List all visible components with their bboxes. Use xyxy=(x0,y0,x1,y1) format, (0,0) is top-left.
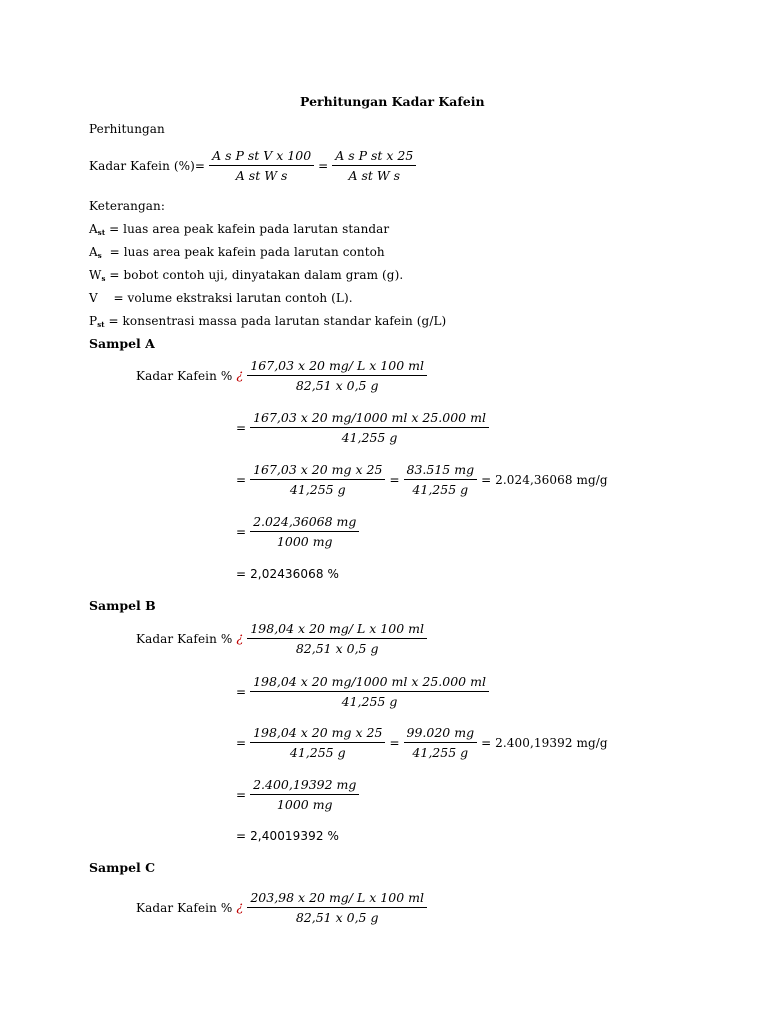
sample-b-step-1 xyxy=(136,621,427,656)
sample-b-heading: Sampel B xyxy=(89,598,156,613)
keterangan-subscript: s xyxy=(97,251,102,260)
equals: = xyxy=(236,524,247,539)
denominator: 41,255 g xyxy=(412,482,469,497)
sample-a-label: Kadar Kafein % xyxy=(136,368,233,383)
sample-b-step-3 xyxy=(236,725,608,760)
keterangan-item xyxy=(89,222,389,237)
page-title: Perhitungan Kadar Kafein xyxy=(300,94,485,109)
sample-a-step-1 xyxy=(136,358,427,393)
numerator: 198,04 x 20 mg/1000 ml x 25.000 ml xyxy=(250,674,489,692)
sample-b-fraction xyxy=(247,621,427,656)
sample-c-label: Kadar Kafein % xyxy=(136,900,233,915)
denominator: 41,255 g xyxy=(412,745,469,760)
numerator: 167,03 x 20 mg/ L x 100 ml xyxy=(247,358,427,376)
intro-text: Perhitungan xyxy=(89,122,165,136)
denominator: 1000 mg xyxy=(276,797,333,812)
sample-a-step-2 xyxy=(236,410,489,445)
sample-a-step-3 xyxy=(236,462,608,497)
sample-a-fraction xyxy=(404,462,478,497)
keterangan-text: = luas area peak kafein pada larutan contoh xyxy=(101,245,385,259)
keterangan-symbol: A xyxy=(89,222,98,236)
denominator: 41,255 g xyxy=(341,694,398,709)
keterangan-subscript: s xyxy=(101,274,106,283)
keterangan-text: = konsentrasi massa pada larutan standar kafein (g/L) xyxy=(104,314,447,328)
keterangan-text: = luas area peak kafein pada larutan standar xyxy=(105,222,390,236)
main-formula xyxy=(89,148,416,183)
keterangan-item xyxy=(89,314,446,329)
formula-fraction-1 xyxy=(209,148,314,183)
sample-c-render-error-glyph: ¿ xyxy=(236,900,244,915)
sample-a-heading: Sampel A xyxy=(89,336,155,351)
sample-a-step-4 xyxy=(236,514,359,549)
sample-c-heading: Sampel C xyxy=(89,860,156,875)
denominator: 41,255 g xyxy=(341,430,398,445)
sample-b-fraction xyxy=(250,725,385,760)
numerator: 99.020 mg xyxy=(404,725,478,743)
keterangan-subscript: st xyxy=(97,228,106,237)
equals: = xyxy=(236,420,247,435)
formula-fraction-2 xyxy=(332,148,416,183)
equals: = xyxy=(389,472,400,487)
denominator: 41,255 g xyxy=(289,745,346,760)
equals: = xyxy=(236,472,247,487)
numerator: 167,03 x 20 mg x 25 xyxy=(250,462,385,480)
keterangan-text: = volume ekstraksi larutan contoh (L). xyxy=(97,291,353,305)
keterangan-item xyxy=(89,291,353,305)
numerator: 2.024,36068 mg xyxy=(250,514,359,532)
sample-a-fraction xyxy=(250,462,385,497)
sample-b-result-mg-g: = 2.400,19392 mg/g xyxy=(481,735,608,750)
sample-b-fraction xyxy=(250,777,359,812)
sample-a-fraction xyxy=(250,514,359,549)
equals: = xyxy=(389,735,400,750)
keterangan-symbol: A xyxy=(89,245,98,259)
keterangan-symbol: W xyxy=(89,268,102,282)
sample-a-final-result: = 2,02436068 % xyxy=(236,567,340,581)
numerator: 198,04 x 20 mg/ L x 100 ml xyxy=(247,621,427,639)
denominator: 1000 mg xyxy=(276,534,333,549)
sample-c-fraction xyxy=(247,890,427,925)
formula-label: Kadar Kafein (%)= xyxy=(89,158,206,173)
sample-b-final-result: = 2,40019392 % xyxy=(236,829,340,843)
sample-a-result-mg-g: = 2.024,36068 mg/g xyxy=(481,472,608,487)
sample-a-render-error-glyph: ¿ xyxy=(236,368,244,383)
numerator: 2.400,19392 mg xyxy=(250,777,359,795)
sample-b-fraction xyxy=(250,674,489,709)
sample-a-fraction xyxy=(247,358,427,393)
sample-a-fraction xyxy=(250,410,489,445)
sample-b-label: Kadar Kafein % xyxy=(136,631,233,646)
keterangan-symbol: V xyxy=(89,291,98,305)
equals: = xyxy=(236,787,247,802)
sample-c-step-1 xyxy=(136,890,427,925)
keterangan-subscript: st xyxy=(97,320,105,329)
denominator: 82,51 x 0,5 g xyxy=(295,641,379,656)
denominator: 82,51 x 0,5 g xyxy=(295,378,379,393)
formula-fraction-2-numerator: A s P st x 25 xyxy=(332,148,416,166)
sample-b-step-2 xyxy=(236,674,489,709)
numerator: 203,98 x 20 mg/ L x 100 ml xyxy=(247,890,427,908)
keterangan-item xyxy=(89,268,403,283)
sample-b-fraction xyxy=(404,725,478,760)
sample-b-render-error-glyph: ¿ xyxy=(236,631,244,646)
formula-fraction-1-numerator: A s P st V x 100 xyxy=(209,148,314,166)
denominator: 82,51 x 0,5 g xyxy=(295,910,379,925)
sample-b-step-4 xyxy=(236,777,359,812)
equals: = xyxy=(236,684,247,699)
denominator: 41,255 g xyxy=(289,482,346,497)
numerator: 167,03 x 20 mg/1000 ml x 25.000 ml xyxy=(250,410,489,428)
keterangan-heading: Keterangan: xyxy=(89,199,165,213)
formula-fraction-1-denominator: A st W s xyxy=(235,168,288,183)
numerator: 198,04 x 20 mg x 25 xyxy=(250,725,385,743)
keterangan-text: = bobot contoh uji, dinyatakan dalam gram (g). xyxy=(105,268,404,282)
numerator: 83.515 mg xyxy=(404,462,478,480)
keterangan-symbol: P xyxy=(89,314,98,328)
formula-fraction-2-denominator: A st W s xyxy=(348,168,401,183)
equals: = xyxy=(236,735,247,750)
keterangan-item xyxy=(89,245,385,260)
formula-equals: = xyxy=(318,158,329,173)
